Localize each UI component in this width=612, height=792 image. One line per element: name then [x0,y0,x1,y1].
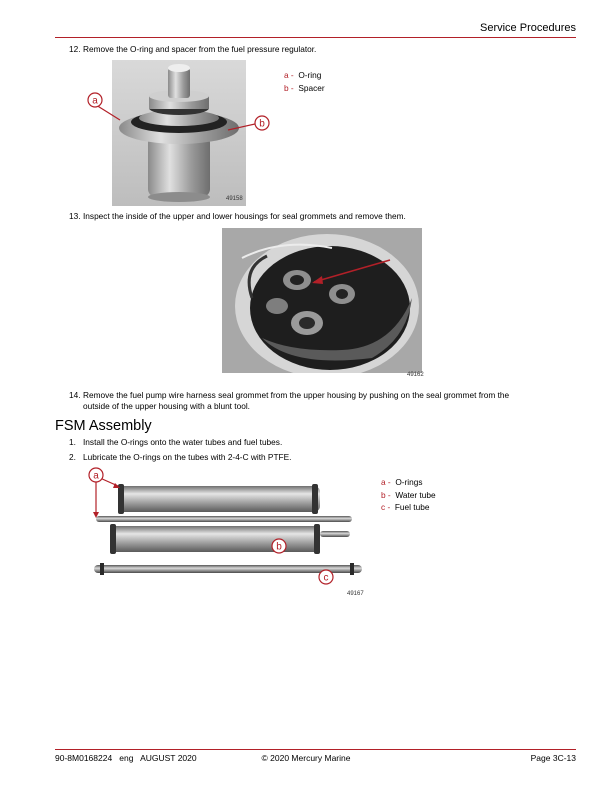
legend-label: O-ring [298,70,322,80]
footer-right: Page 3C-13 [530,753,576,763]
step-13 [69,211,406,222]
callout-label-c: c [323,572,329,584]
fuel-tube-top [96,516,352,522]
section-title: FSM Assembly [55,418,152,434]
step-text: Install the O-rings onto the water tubes and fuel tubes. [83,437,283,447]
legend-key: b - [284,82,294,93]
callout-label-a: a [92,95,98,107]
figure1-callouts [80,88,280,144]
step-text-continued: outside of the upper housing with a blunt tool. [83,401,250,411]
figure1-legend [284,69,325,94]
callout-label-a: a [93,470,99,482]
figure-number: 49162 [407,372,424,378]
legend-label: Fuel tube [394,502,430,512]
legend-key: a - [381,477,391,487]
legend-label: O-rings [395,477,423,487]
legend-item [381,476,436,489]
tubes-illustration [82,464,372,599]
step-text: Lubricate the O-rings on the tubes with 2-4-C with PTFE. [83,452,292,462]
footer-center: © 2020 Mercury Marine [261,753,351,763]
header-title: Service Procedures [480,22,576,34]
step-2 [69,452,291,463]
legend-label: Water tube [395,489,436,500]
step-number: 2. [69,452,76,462]
legend-key: b - [381,489,391,500]
footer-left: 90-8M0168224 eng AUGUST 2020 [55,753,197,763]
legend-item [284,82,325,95]
legend-key: a - [284,70,294,80]
legend-item [284,69,325,82]
figure3-legend [381,476,436,514]
housing-photo [222,228,422,373]
step-text: Remove the O-ring and spacer from the fuel pressure regulator. [83,44,317,54]
header-rule [55,37,576,38]
callout-leader-b [228,124,255,130]
footer-rule [55,749,576,750]
figure-number: 49167 [347,591,364,597]
water-tube-top [118,486,320,512]
callout-leader-a [96,105,120,120]
step-number: 14. [69,390,81,400]
step-text: Inspect the inside of the upper and lower housings for seal grommets and remove them. [83,211,406,221]
callout-label-b: b [259,118,265,130]
step-1 [69,437,282,448]
legend-label: Spacer [298,82,325,93]
step-number: 1. [69,437,76,447]
water-tube-bottom [110,526,320,552]
housing-illustration [222,228,422,373]
legend-item [381,501,436,514]
callout-label-b: b [276,541,282,553]
legend-item [381,489,436,502]
figure-number: 49158 [226,196,243,202]
step-number: 13. [69,211,81,221]
step-number: 12. [69,44,81,54]
step-12 [69,44,316,55]
step-14 [69,390,509,412]
legend-key: c - [381,502,391,512]
step-text: Remove the fuel pump wire harness seal grommet from the upper housing by pushing on the seal grommet from the [83,390,510,400]
